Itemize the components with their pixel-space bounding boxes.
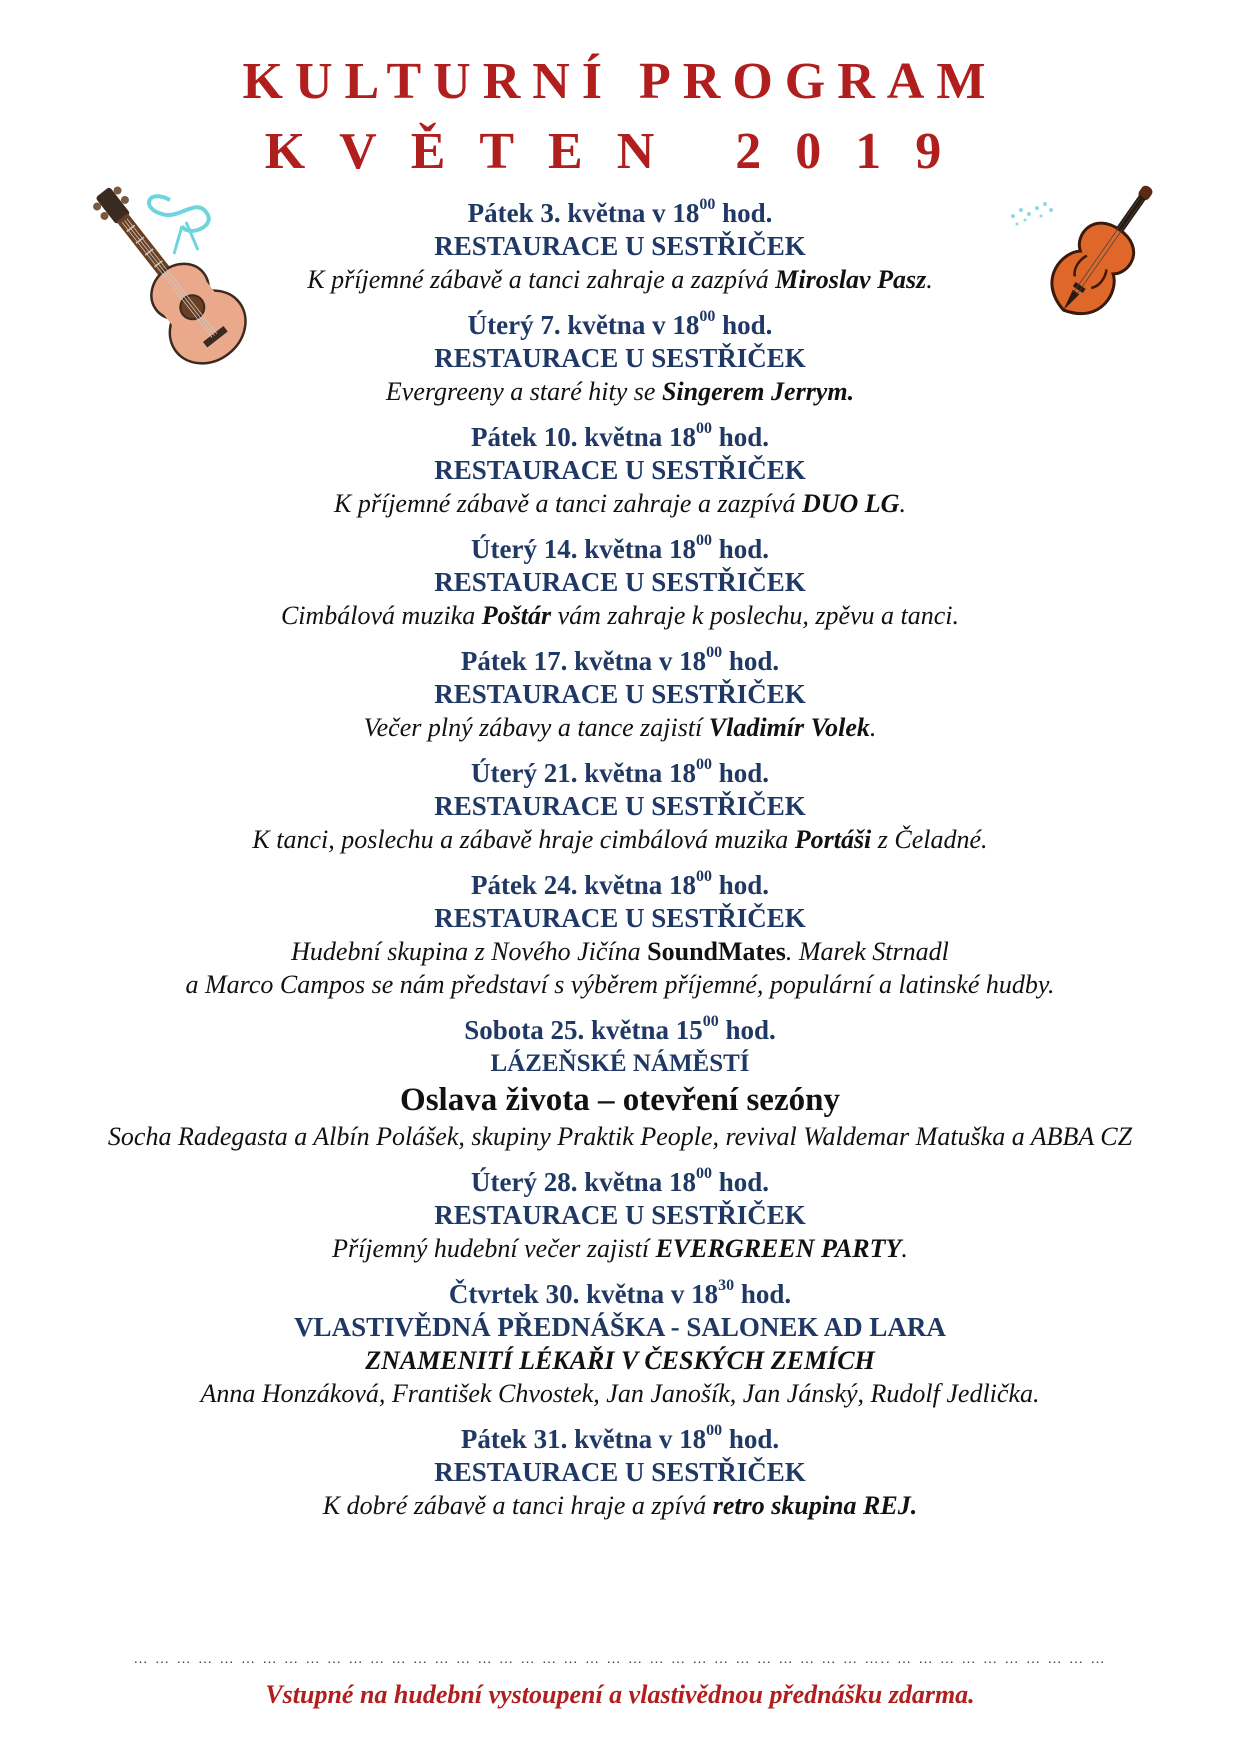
event-date: Úterý 21. května $18^{00}$ hod. — [470, 756, 769, 788]
event-date: Pátek 31. května v $18^{00}$ hod. — [460, 1422, 780, 1454]
event-venue: RESTAURACE U SESTŘIČEK — [434, 567, 806, 597]
dotted-separator: … … … … … … … … … … … … … … … … … … … … … … … … … … … … … … … … … … ….. … … … … … … … … … … — [133, 1652, 1107, 1667]
event-date: Pátek 3. května v $18^{00}$ hod. — [467, 196, 773, 228]
event-date: Pátek 17. května v $18^{00}$ hod. — [460, 644, 780, 676]
event-lecture-title: ZNAMENITÍ LÉKAŘI V ČESKÝCH ZEMÍCH — [365, 1346, 875, 1375]
event-venue: RESTAURACE U SESTŘIČEK — [434, 1457, 806, 1487]
event-date: Sobota 25. května $15^{00}$ hod. — [464, 1013, 776, 1045]
event-description: Socha Radegasta a Albín Polášek, skupiny Praktik People, revival Waldemar Matuška a ABBA CZ — [107, 1122, 1133, 1151]
event-date: Úterý 28. května $18^{00}$ hod. — [470, 1165, 769, 1197]
event-description: K příjemné zábavě a tanci zahraje a zazpívá DUO LG. — [334, 489, 906, 518]
event-venue: VLASTIVĚDNÁ PŘEDNÁŠKA - SALONEK AD LARA — [294, 1312, 946, 1342]
event-description: Cimbálová muzika Poštár vám zahraje k poslechu, zpěvu a tanci. — [280, 601, 960, 630]
event-description: K příjemné zábavě a tanci zahraje a zazpívá Miroslav Pasz. — [307, 265, 933, 294]
events-list — [0, 196, 1240, 1534]
page-title: KULTURNÍ PROGRAM — [242, 53, 998, 110]
event-item — [0, 532, 1240, 632]
event-description: K dobré zábavě a tanci hraje a zpívá retro skupina REJ. — [322, 1491, 918, 1520]
event-description: Evergreeny a staré hity se Singerem Jerrym. — [385, 377, 855, 406]
event-item — [0, 644, 1240, 744]
event-date: Čtvrtek 30. května v $18^{30}$ hod. — [448, 1277, 792, 1309]
event-date: Pátek 10. května $18^{00}$ hod. — [470, 420, 770, 452]
event-venue: RESTAURACE U SESTŘIČEK — [434, 343, 806, 373]
event-date: Úterý 7. května v $18^{00}$ hod. — [467, 308, 773, 340]
event-description: Hudební skupina z Nového Jičína SoundMates. Marek Strnadl — [291, 937, 949, 966]
event-venue: LÁZEŇSKÉ NÁMĚSTÍ — [490, 1050, 750, 1077]
event-item — [0, 196, 1240, 296]
event-venue: RESTAURACE U SESTŘIČEK — [434, 679, 806, 709]
event-description: Večer plný zábavy a tance zajistí Vladimír Volek. — [363, 713, 877, 742]
event-venue: RESTAURACE U SESTŘIČEK — [434, 903, 806, 933]
event-item — [0, 1422, 1240, 1522]
event-item — [0, 756, 1240, 856]
event-headline: Oslava života – otevření sezóny — [400, 1082, 840, 1118]
event-description: K tanci, poslechu a zábavě hraje cimbálová muzika Portáši z Čeladné. — [252, 825, 988, 854]
event-description-line2: a Marco Campos se nám představí s výběrem příjemné, populární a latinské hudby. — [185, 970, 1055, 999]
event-venue: RESTAURACE U SESTŘIČEK — [434, 455, 806, 485]
event-venue: RESTAURACE U SESTŘIČEK — [434, 231, 806, 261]
event-item — [0, 1165, 1240, 1265]
event-item — [0, 308, 1240, 408]
event-item — [0, 868, 1240, 1001]
event-item — [0, 420, 1240, 520]
footer-note: Vstupné na hudební vystoupení a vlastivědnou přednášku zdarma. — [265, 1680, 975, 1709]
page-subtitle-month: KVĚTEN 2019 — [264, 123, 976, 180]
event-date: Pátek 24. května $18^{00}$ hod. — [470, 868, 770, 900]
event-date: Úterý 14. května $18^{00}$ hod. — [470, 532, 769, 564]
event-item — [0, 1277, 1240, 1410]
event-item — [0, 1013, 1240, 1153]
event-description: Příjemný hudební večer zajistí EVERGREEN PARTY. — [332, 1234, 908, 1263]
event-venue: RESTAURACE U SESTŘIČEK — [434, 791, 806, 821]
event-description: Anna Honzáková, František Chvostek, Jan Janošík, Jan Jánský, Rudolf Jedlička. — [200, 1379, 1040, 1408]
event-venue: RESTAURACE U SESTŘIČEK — [434, 1200, 806, 1230]
